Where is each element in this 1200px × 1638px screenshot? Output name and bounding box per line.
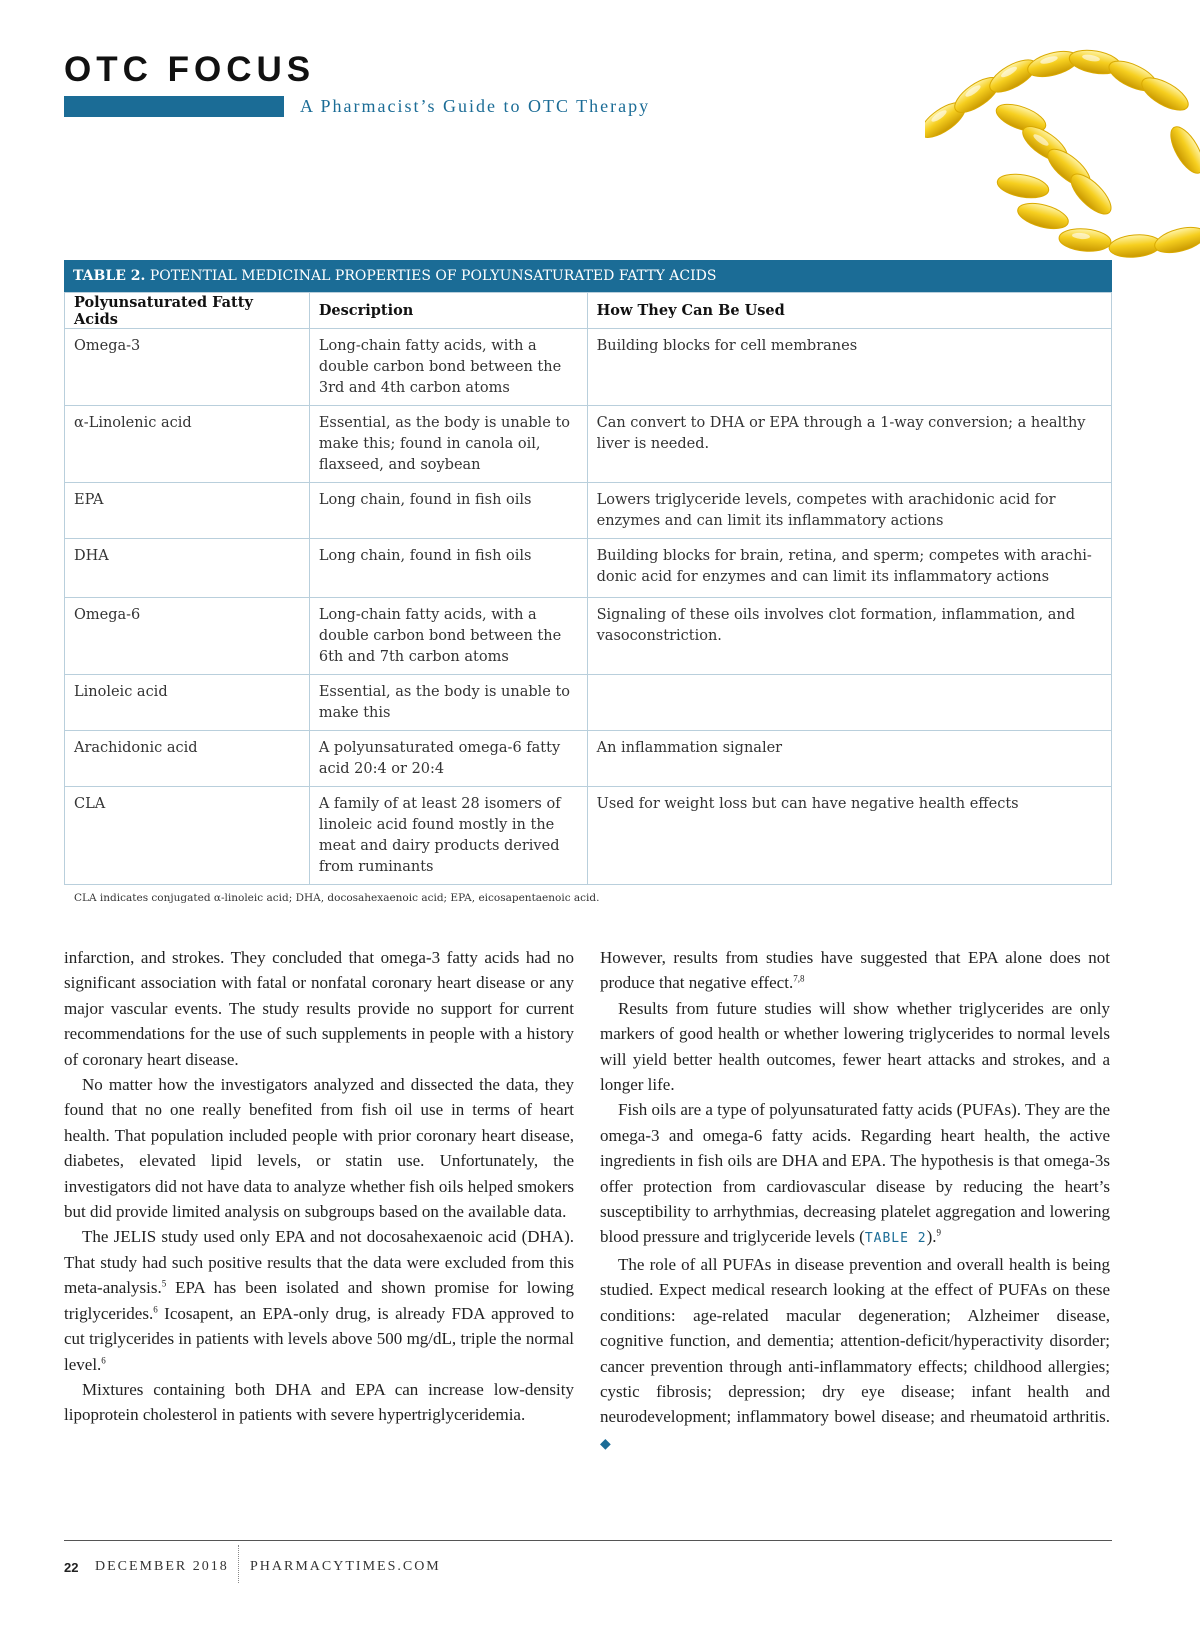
footer-separator xyxy=(238,1545,239,1583)
page-number: 22 xyxy=(64,1560,79,1575)
acid-cell: EPA xyxy=(65,483,310,539)
table-title: POTENTIAL MEDICINAL PROPERTIES OF POLYUNSATURATED FATTY ACIDS xyxy=(149,268,717,284)
table-row xyxy=(65,598,1112,675)
article-column-left xyxy=(64,945,574,1428)
description-cell: Essential, as the body is unable to make this xyxy=(309,675,587,731)
use-cell: Signaling of these oils involves clot formation, inflammation, and vasoconstriction. xyxy=(587,598,1111,675)
acid-cell: Omega-6 xyxy=(65,598,310,675)
paragraph: The JELIS study used only EPA and not docosahexaenoic acid (DHA). That study had such positive results that the data were excluded from this meta-analysis.$^5$ EPA has been isolated and shown promise for lowing triglycerides.$^6$ Icosapent, an EPA-only drug, is already FDA approved to cut triglycerides in patients with levels above 500 mg/dL, triple the normal level.$^6$ xyxy=(64,1227,574,1374)
citation: 6 xyxy=(153,1304,158,1315)
column-header: Polyunsaturated Fatty Acids xyxy=(65,293,310,329)
citation: 7,8 xyxy=(793,973,805,984)
use-cell: Building blocks for brain, retina, and sperm; competes with arachi-donic acid for enzymes and can limit its inflammatory actions xyxy=(587,539,1111,598)
site-name: PHARMACYTIMES.COM xyxy=(250,1559,441,1574)
paragraph: Fish oils are a type of polyunsaturated fatty acids (PUFAs). They are the omega-3 and omega-6 fatty acids. Regarding heart health, the active ingredients in fish oils are DHA and EPA. The hypothesis is that omega-3s offer protection from cardiovascular disease by reducing the heart’s susceptibility to arrhythmias, decreasing platelet aggregation and lowering blood pressure and triglyceride levels (TABLE 2).$^9$ xyxy=(600,1100,1110,1247)
capsules-image xyxy=(925,40,1200,265)
paragraph: Mixtures containing both DHA and EPA can increase low-density lipoprotein cholesterol in patients with severe hypertriglyceridemia. xyxy=(64,1379,574,1425)
description-cell: Long chain, found in fish oils xyxy=(309,483,587,539)
acid-cell: α-Linolenic acid xyxy=(65,406,310,483)
table-caption xyxy=(64,260,1112,292)
use-cell: An inflammation signaler xyxy=(587,731,1111,787)
table-row xyxy=(65,787,1112,885)
use-cell: Used for weight loss but can have negative health effects xyxy=(587,787,1111,885)
paragraph: The role of all PUFAs in disease prevention and overall health is being studied. Expect medical research looking at the effect of PUFAs on these conditions: age-related macular degeneration; Alzheimer disease, cognitive function, and dementia; attention-deficit/hyperactivity disorder; cancer prevention through anti-inflammatory effects; childhood allergies; cystic fibrosis; depression; dry eye disease; infant health and neurodevelopment; inflammatory bowel disease; and rheumatoid arthritis. ◆ xyxy=(600,1254,1110,1452)
acid-cell: Omega-3 xyxy=(65,329,310,406)
section-title: OTC FOCUS xyxy=(64,50,316,89)
table-row xyxy=(65,675,1112,731)
paragraph: infarction, and strokes. They concluded that omega-3 fatty acids had no significant association with fatal or nonfatal coronary heart disease or any major vascular events. The study results provide no support for current recommendations for the use of such supplements in people with a history of coronary heart disease. xyxy=(64,948,574,1069)
acid-cell: DHA xyxy=(65,539,310,598)
paragraph: Results from future studies will show whether triglycerides are only markers of good health or whether lowering triglycerides to normal levels will yield better health outcomes, fewer heart attacks and strokes, and a longer life. xyxy=(600,998,1110,1095)
table-reference-link[interactable]: TABLE 2 xyxy=(864,1231,927,1247)
citation: 5 xyxy=(161,1278,167,1289)
description-cell: A family of at least 28 isomers of linoleic acid found mostly in the meat and dairy products derived from ruminants xyxy=(309,787,587,885)
title-accent-bar xyxy=(64,96,284,117)
paragraph: No matter how the investigators analyzed and dissected the data, they found that no one really benefited from fish oil use in terms of heart health. That population included people with prior coronary heart disease, diabetes, elevated lipid levels, or statin use. Unfortunately, the investigators did not have data to analyze whether fish oils helped smokers but did provide limited analysis on subgroups based on the available data. xyxy=(64,1075,574,1222)
table-row xyxy=(65,329,1112,406)
description-cell: Long-chain fatty acids, with a double carbon bond between the 6th and 7th carbon atoms xyxy=(309,598,587,675)
table-footnote: CLA indicates conjugated α-linoleic acid; DHA, docosahexaenoic acid; EPA, eicosapentaenoic acid. xyxy=(74,892,600,904)
column-header: How They Can Be Used xyxy=(587,293,1111,329)
table-row xyxy=(65,539,1112,598)
description-cell: Long chain, found in fish oils xyxy=(309,539,587,598)
description-cell: Essential, as the body is unable to make this; found in canola oil, flaxseed, and soybean xyxy=(309,406,587,483)
paragraph: However, results from studies have suggested that EPA alone does not produce that negative effect.$^{7,8}$ xyxy=(600,948,1110,993)
table-header-row xyxy=(65,293,1112,329)
table-label: TABLE 2. xyxy=(73,268,146,284)
article-column-right xyxy=(600,945,1110,1457)
acid-cell: Arachidonic acid xyxy=(65,731,310,787)
use-cell: Building blocks for cell membranes xyxy=(587,329,1111,406)
acid-cell: Linoleic acid xyxy=(65,675,310,731)
citation: 6 xyxy=(101,1354,106,1365)
issue-date: DECEMBER 2018 xyxy=(95,1559,229,1574)
use-cell xyxy=(587,675,1111,731)
end-mark-icon: ◆ xyxy=(600,1436,611,1452)
section-subtitle: A Pharmacist’s Guide to OTC Therapy xyxy=(300,96,651,116)
table-row xyxy=(65,731,1112,787)
table-row xyxy=(65,406,1112,483)
citation: 9 xyxy=(936,1227,942,1238)
table-row xyxy=(65,483,1112,539)
column-header: Description xyxy=(309,293,587,329)
description-cell: A polyunsaturated omega-6 fatty acid 20:4 or 20:4 xyxy=(309,731,587,787)
footer-rule xyxy=(64,1540,1112,1541)
use-cell: Can convert to DHA or EPA through a 1-way conversion; a healthy liver is needed. xyxy=(587,406,1111,483)
acid-cell: CLA xyxy=(65,787,310,885)
fatty-acids-table xyxy=(64,260,1112,885)
description-cell: Long-chain fatty acids, with a double carbon bond between the 3rd and 4th carbon atoms xyxy=(309,329,587,406)
use-cell: Lowers triglyceride levels, competes with arachidonic acid for enzymes and can limit its inflammatory actions xyxy=(587,483,1111,539)
